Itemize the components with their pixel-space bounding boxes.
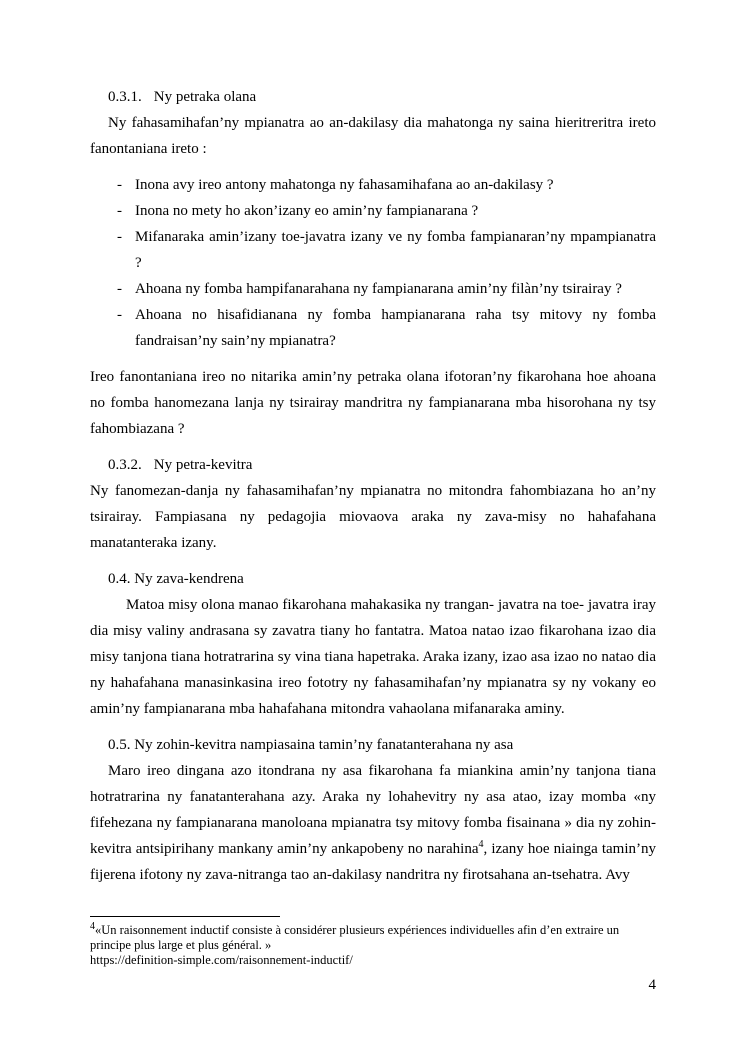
list-item-text: Ahoana ny fomba hampifanarahana ny fampianarana amin’ny filàn’ny tsirairay ? [135,281,622,297]
page-content [90,84,656,888]
section-heading-0-3-1 [90,84,656,110]
paragraph-0-5-text-continued: , izany hoe niainga tamin’ny fijerena ifotony ny zava-nitranga tao an-dakilasy nandritra ny firotsahana an-tsehatra. Avy [90,841,656,883]
footnote-text [90,920,656,953]
footnote-reference: 4 [478,839,484,850]
footnote-quote: «Un raisonnement inductif consiste à considérer plusieurs expériences individuelles afin d’en extraire un principe plus large et plus général. » [90,923,620,952]
heading-label: Ny petraka olana [153,89,257,105]
paragraph-closing-0-3-1: Ireo fanontaniana ireo no nitarika amin’ny petraka olana ifotoran’ny fikarohana hoe ahoana no fomba hanomezana lanja ny tsirairay mandritra ny fampianarana mba hisorohana ny tsy fahombiazana ? [90,369,656,437]
dash-bullet: - [117,307,122,323]
question-list [90,172,656,354]
paragraph-0-5 [90,758,656,888]
footnote-url[interactable]: https://definition-simple.com/raisonnement-inductif/ [90,953,353,967]
paragraph-intro-0-3-1: Ny fahasamihafan’ny mpianatra ao an-dakilasy dia mahatonga ny saina hieritreritra ireto fanontaniana ireto : [90,115,656,157]
dash-bullet: - [117,281,122,297]
dash-bullet: - [117,177,122,193]
heading-label: Ny petra-kevitra [153,457,253,473]
section-heading-0-4: 0.4. Ny zava-kendrena [108,571,244,587]
list-item-text: Inona avy ireo antony mahatonga ny fahasamihafana ao an-dakilasy ? [135,177,554,193]
heading-number: 0.3.2. [108,457,142,473]
footnote [90,916,656,968]
dash-bullet: - [117,229,122,245]
paragraph-0-4: Matoa misy olona manao fikarohana mahakasika ny trangan- javatra na toe- javatra iray dia misy valiny andrasana sy zavatra tiany ho fantatra. Matoa natao izao fikarohana izao dia misy tanjona tiana hotratrarina sy vina tiana hapetraka. Araka izany, izao asa izao no natao dia ny hahafahana manasinkasina ireo fototry ny fahasamihafan’ny mpianatra sy ny vokany eo amin’ny fampianarana mba hahafahana mitondra vahaolana mifanaraka aminy. [90,597,656,717]
list-item [90,198,656,224]
section-heading-0-5: 0.5. Ny zohin-kevitra nampiasaina tamin’ny fanatanterahana ny asa [108,737,514,753]
dash-bullet: - [117,203,122,219]
footnote-separator [90,916,280,917]
list-item-text: Ahoana no hisafidianana ny fomba hampianarana raha tsy mitovy ny fomba fandraisan’ny sain’ny mpianatra? [135,307,656,349]
list-item [90,302,656,354]
paragraph-0-3-2: Ny fanomezan-danja ny fahasamihafan’ny mpianatra no mitondra fahombiazana ho an’ny tsirairay. Fampiasana ny pedagojia miovaova araka ny zava-misy no hahafahana manatanteraka izany. [90,483,656,551]
footnote-marker: 4 [90,920,95,932]
list-item-text: Mifanaraka amin’izany toe-javatra izany ve ny fomba fampianaran’ny mpampianatra ? [135,229,656,271]
paragraph-0-5-text: Maro ireo dingana azo itondrana ny asa fikarohana fa miankina amin’ny tanjona tiana hotratrarina ny fanatanterahana azy. Araka ny lohahevitry ny asa atao, izay momba «ny fifehezana ny fampianarana manoloana mpianatra tsy mitovy fomba fisainana » dia ny zohin-kevitra antsipirihany mankany amin’ny ankapobeny no narahina [90,763,656,857]
page-number: 4 [648,977,656,993]
list-item [90,276,656,302]
list-item-text: Inona no mety ho akon’izany eo amin’ny fampianarana ? [135,203,479,219]
heading-number: 0.3.1. [108,89,142,105]
list-item [90,172,656,198]
list-item [90,224,656,276]
section-heading-0-3-2 [90,452,656,478]
